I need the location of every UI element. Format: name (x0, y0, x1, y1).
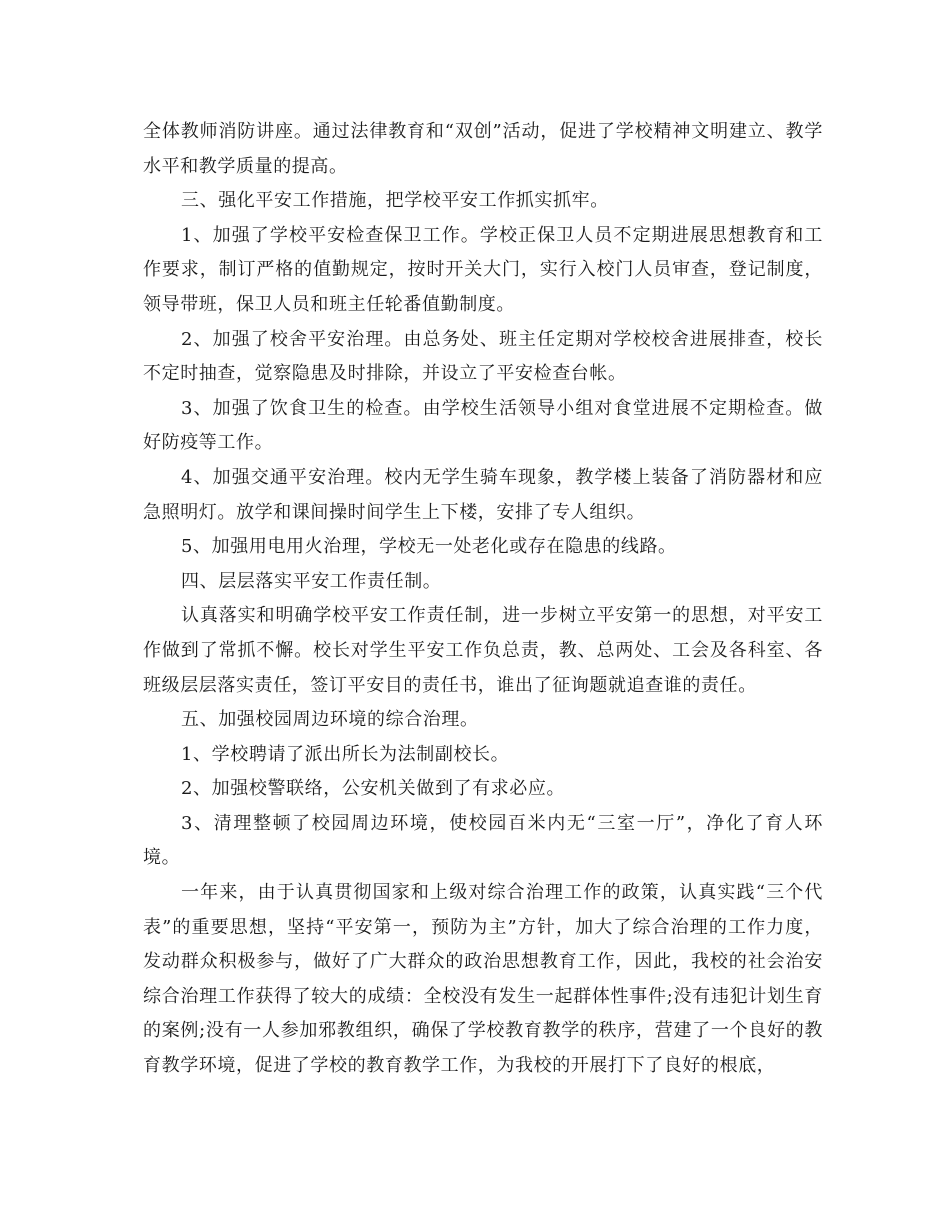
paragraph-3-5: 5、加强用电用火治理，学校无一处老化或存在隐患的线路。 (181, 536, 677, 558)
paragraph-3-4: 4、加强交通平安治理。校内无学生骑车现象，教学楼上装备了消防器材和应急照明灯。放学和课间操时间学生上下楼，安排了专人组织。 (143, 466, 823, 523)
paragraph-section-4-heading: 四、层层落实平安工作责任制。 (181, 570, 442, 592)
paragraph-3-3: 3、加强了饮食卫生的检查。由学校生活领导小组对食堂进展不定期检查。做好防疫等工作。 (143, 397, 823, 454)
paragraph-4-body: 认真落实和明确学校平安工作责任制，进一步树立平安第一的思想，对平安工作做到了常抓不懈。校长对学生平安工作负总责，教、总两处、工会及各科室、各班级层层落实责任，签订平安目的责任书，谁出了征询题就追查谁的责任。 (143, 605, 823, 696)
paragraph-summary: 一年来，由于认真贯彻国家和上级对综合治理工作的政策，认真实践“三个代表”的重要思想，坚持“平安第一，预防为主”方针，加大了综合治理的工作力度，发动群众积极参与，做好了广大群众的政治思想教育工作，因此，我校的社会治安综合治理工作获得了较大的成绩：全校没有发生一起群体性事件;没有违犯计划生育的案例;没有一人参加邪教组织，确保了学校教育教学的秩序，营建了一个良好的教育教学环境，促进了学校的教育教学工作，为我校的开展打下了良好的根底， (143, 882, 823, 1077)
paragraph-5-3: 3、清理整顿了校园周边环境，使校园百米内无“三室一厅”，净化了育人环境。 (143, 812, 823, 869)
paragraph-3-1: 1、加强了学校平安检查保卫工作。学校正保卫人员不定期进展思想教育和工作要求，制订严格的值勤规定，按时开关大门，实行入校门人员审查，登记制度，领导带班，保卫人员和班主任轮番值勤制度。 (143, 224, 823, 315)
paragraph-section-5-heading: 五、加强校园周边环境的综合治理。 (181, 709, 479, 731)
paragraph-5-2: 2、加强校警联络，公安机关做到了有求必应。 (181, 778, 566, 800)
paragraph-section-3-heading: 三、强化平安工作措施，把学校平安工作抓实抓牢。 (181, 190, 609, 212)
document-body (143, 115, 823, 1084)
paragraph-3-2: 2、加强了校舍平安治理。由总务处、班主任定期对学校校舍进展排查，校长不定时抽查，觉察隐患及时排除，并设立了平安检查台帐。 (143, 328, 823, 385)
paragraph-5-1: 1、学校聘请了派出所长为法制副校长。 (181, 743, 510, 765)
paragraph-1: 全体教师消防讲座。通过法律教育和“双创”活动，促进了学校精神文明建立、教学水平和教学质量的提高。 (143, 121, 823, 177)
